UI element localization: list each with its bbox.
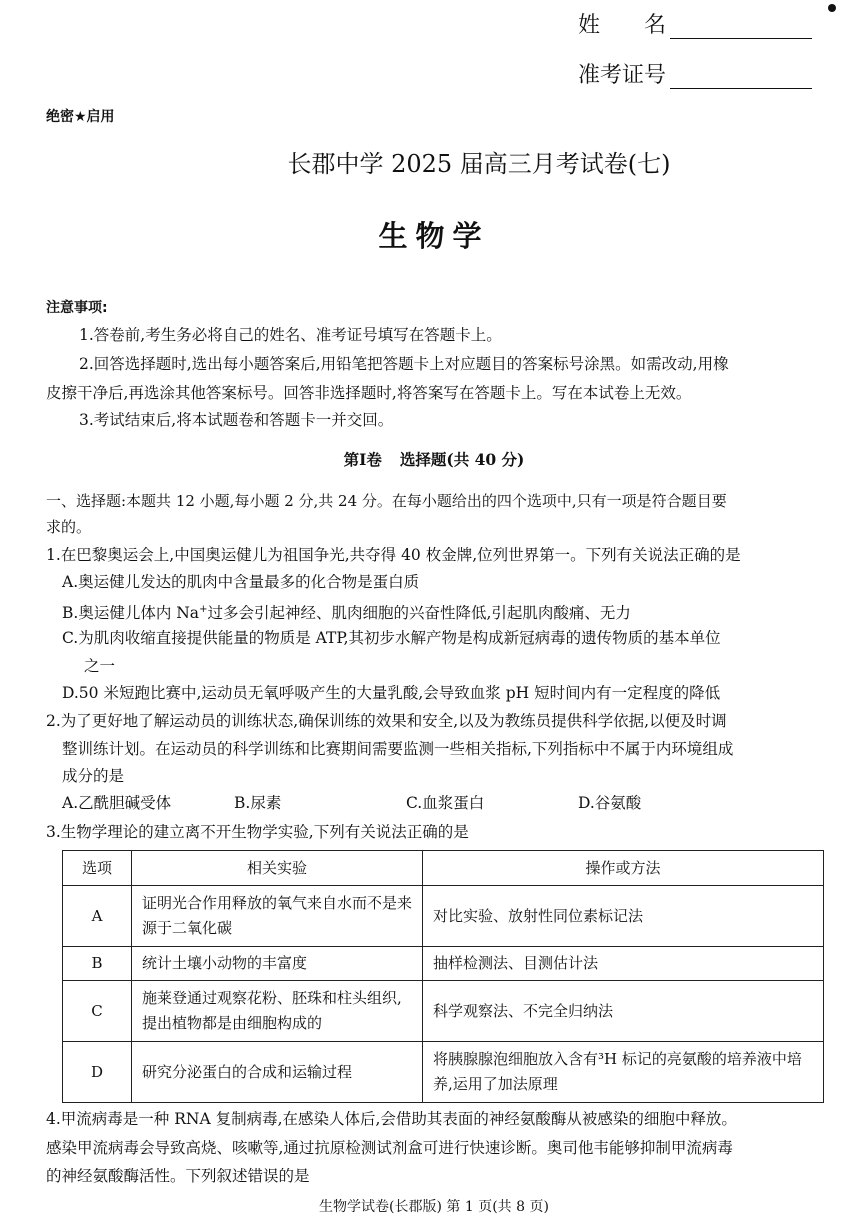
notice-item-1: 1.答卷前,考生务必将自己的姓名、准考证号填写在答题卡上。 bbox=[79, 326, 502, 344]
table-cell-experiment: 证明光合作用释放的氧气来自水而不是来源于二氧化碳 bbox=[132, 886, 423, 947]
q1-option-d: D.50 米短跑比赛中,运动员无氧呼吸产生的大量乳酸,会导致血浆 pH 短时间内有一定程度的降低 bbox=[62, 684, 721, 702]
notice-heading: 注意事项: bbox=[46, 300, 108, 316]
q1-option-b-sup: + bbox=[199, 604, 208, 615]
section-part: 第Ⅰ卷 bbox=[343, 450, 382, 469]
q2-stem-line1: 2.为了更好地了解运动员的训练状态,确保训练的效果和安全,以及为教练员提供科学依据,以便及时调 bbox=[46, 712, 727, 730]
q2-stem-line3: 成分的是 bbox=[62, 767, 125, 785]
exam-id-label: 准考证号 bbox=[578, 63, 667, 88]
table-row bbox=[63, 1042, 824, 1103]
q1-option-b-pre: B.奥运健儿体内 Na bbox=[62, 604, 200, 623]
exam-id-blank[interactable] bbox=[670, 66, 812, 89]
notice-item-2: 2.回答选择题时,选出每小题答案后,用铅笔把答题卡上对应题目的答案标号涂黑。如需改动,用橡 bbox=[79, 355, 729, 373]
table-cell-option: A bbox=[63, 886, 132, 947]
table-cell-method: 科学观察法、不完全归纳法 bbox=[423, 981, 824, 1042]
table-row bbox=[63, 947, 824, 981]
subject-title: 生物学 bbox=[378, 219, 490, 253]
exam-title bbox=[0, 144, 868, 179]
name-blank[interactable] bbox=[670, 16, 812, 39]
q1-stem: 1.在巴黎奥运会上,中国奥运健儿为祖国争光,共夺得 40 枚金牌,位列世界第一。下列有关说法正确的是 bbox=[46, 546, 741, 564]
table-cell-option: B bbox=[63, 947, 132, 981]
table-cell-method: 将胰腺腺泡细胞放入含有³H 标记的亮氨酸的培养液中培养,运用了加法原理 bbox=[423, 1042, 824, 1103]
q2-option-a: A.乙酰胆碱受体 bbox=[62, 794, 172, 812]
q2-option-d: D.谷氨酸 bbox=[578, 794, 642, 812]
q4-stem-line2: 感染甲流病毒会导致高烧、咳嗽等,通过抗原检测试剂盒可进行快速诊断。奥司他韦能够抑制甲流病毒 bbox=[46, 1139, 733, 1157]
section-heading bbox=[0, 448, 868, 470]
section-name: 选择题(共 40 分) bbox=[399, 450, 525, 469]
q2-option-b: B.尿素 bbox=[234, 794, 282, 812]
q1-option-c-cont: 之一 bbox=[84, 657, 116, 675]
table-cell-method: 抽样检测法、目测估计法 bbox=[423, 947, 824, 981]
q1-option-b bbox=[62, 596, 832, 627]
table-header-row bbox=[63, 851, 824, 886]
confidential-mark: 绝密★启用 bbox=[46, 109, 115, 125]
exam-id-field[interactable] bbox=[578, 58, 812, 89]
table-cell-experiment: 统计土壤小动物的丰富度 bbox=[132, 947, 423, 981]
q3-stem: 3.生物学理论的建立离不开生物学实验,下列有关说法正确的是 bbox=[46, 823, 469, 841]
q2-stem-line2: 整训练计划。在运动员的科学训练和比赛期间需要监测一些相关指标,下列指标中不属于内环境组成 bbox=[62, 740, 734, 758]
part-instructions-line2: 求的。 bbox=[46, 518, 92, 536]
name-label: 姓 名 bbox=[578, 13, 667, 38]
q4-stem-line3: 的神经氨酸酶活性。下列叙述错误的是 bbox=[46, 1167, 310, 1185]
table-cell-option: D bbox=[63, 1042, 132, 1103]
q1-option-c: C.为肌肉收缩直接提供能量的物质是 ATP,其初步水解产物是构成新冠病毒的遗传物质的基本单位 bbox=[62, 629, 721, 647]
part-instructions-line1: 一、选择题:本题共 12 小题,每小题 2 分,共 24 分。在每小题给出的四个选项中,只有一项是符合题目要 bbox=[46, 492, 727, 510]
table-cell-experiment: 施莱登通过观察花粉、胚珠和柱头组织,提出植物都是由细胞构成的 bbox=[132, 981, 423, 1042]
table-header-option: 选项 bbox=[63, 851, 132, 886]
page-footer: 生物学试卷(长郡版) 第 1 页(共 8 页) bbox=[319, 1199, 549, 1215]
exam-title-text: 长郡中学 2025 届高三月考试卷(七) bbox=[287, 150, 671, 178]
table-row bbox=[63, 886, 824, 947]
table-header-method: 操作或方法 bbox=[423, 851, 824, 886]
q1-option-b-post: 过多会引起神经、肌肉细胞的兴奋性降低,引起肌肉酸痛、无力 bbox=[207, 604, 631, 623]
experiment-table bbox=[62, 850, 824, 1103]
q4-stem-line1: 4.甲流病毒是一种 RNA 复制病毒,在感染人体后,会借助其表面的神经氨酸酶从被感染的细胞中释放。 bbox=[46, 1110, 737, 1128]
corner-dot bbox=[828, 4, 836, 12]
q1-option-a: A.奥运健儿发达的肌肉中含量最多的化合物是蛋白质 bbox=[62, 573, 420, 591]
table-header-experiment: 相关实验 bbox=[132, 851, 423, 886]
notice-item-3: 3.考试结束后,将本试题卷和答题卡一并交回。 bbox=[79, 411, 394, 429]
notice-item-2-cont: 皮擦干净后,再选涂其他答案标号。回答非选择题时,将答案写在答题卡上。写在本试卷上无效。 bbox=[46, 384, 692, 402]
table-row bbox=[63, 981, 824, 1042]
q2-option-c: C.血浆蛋白 bbox=[406, 794, 485, 812]
table-cell-option: C bbox=[63, 981, 132, 1042]
name-field[interactable] bbox=[578, 8, 812, 39]
q2-options bbox=[62, 791, 750, 813]
table-cell-experiment: 研究分泌蛋白的合成和运输过程 bbox=[132, 1042, 423, 1103]
table-cell-method: 对比实验、放射性同位素标记法 bbox=[423, 886, 824, 947]
